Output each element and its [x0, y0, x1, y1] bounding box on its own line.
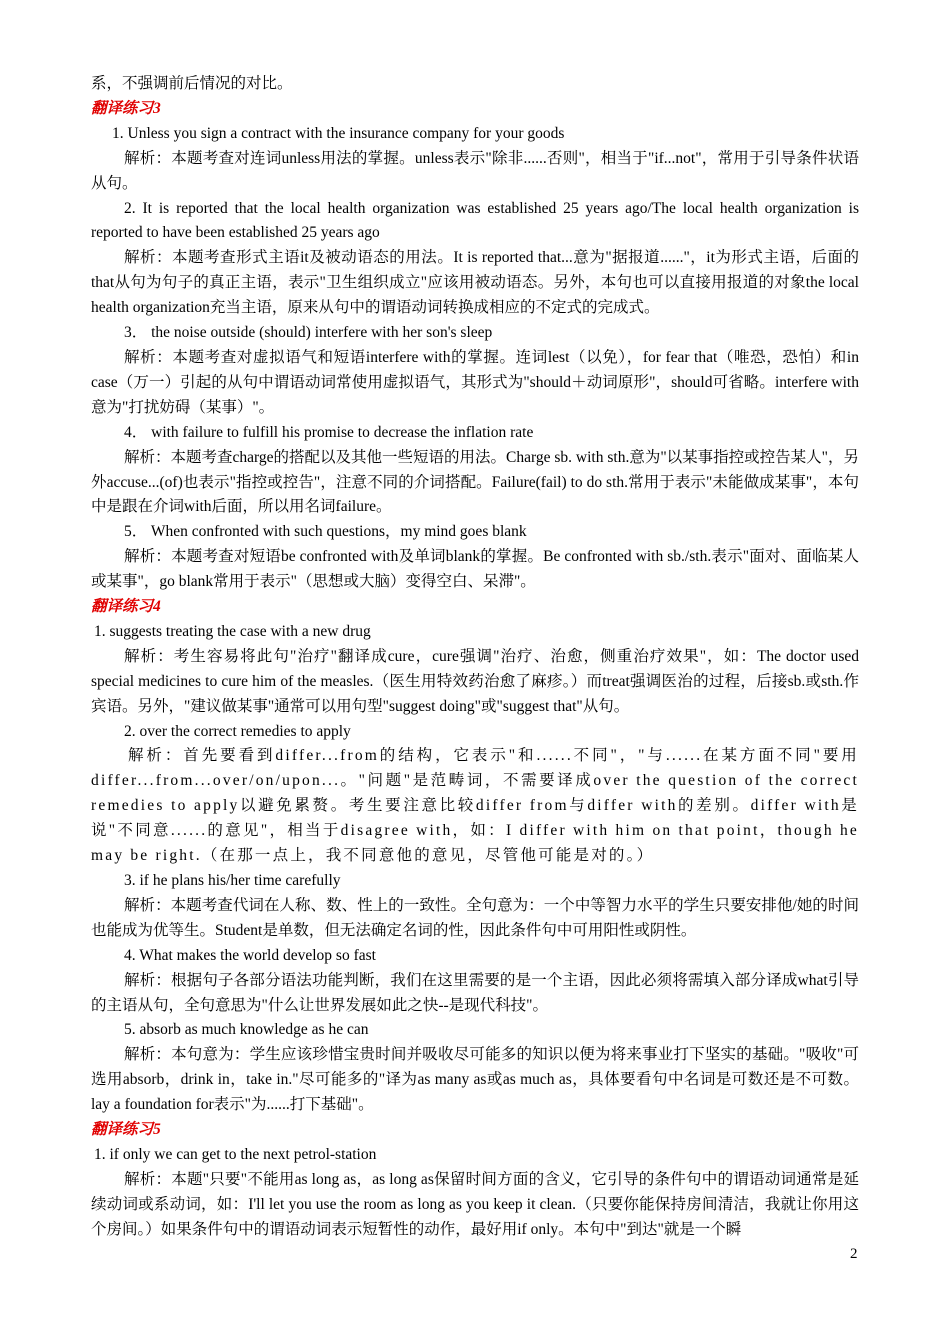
- paragraph: 解析：本题考查charge的搭配以及其他一些短语的用法。Charge sb. with sth.意为"以某事指控或控告某人"，另外accuse...(of)也表示"指控或控告"，注意不同的介词搭配。Failure(fail) to do sth.常用于表示"未能做成某事"，本句中是跟在介词with后面，所以用名词failure。: [91, 448, 859, 516]
- paragraph: 解析：本题"只要"不能用as long as，as long as保留时间方面的含义，它引导的条件句中的谓语动词通常是延续动词或系动词，如：I'll let you use the room as long as you keep it clean.（只要你能保持房间清洁，我就让你用这个房间。）如果条件句中的谓语动词表示短暂性的动作，最好用if only。本句中"到达"就是一个瞬: [91, 1170, 859, 1238]
- paragraph: 1. Unless you sign a contract with the insurance company for your goods: [112, 124, 565, 142]
- paragraph: 1. if only we can get to the next petrol-station: [94, 1145, 377, 1163]
- section-heading: 翻译练习3: [91, 99, 161, 117]
- paragraph: 系，不强调前后情况的对比。: [91, 75, 293, 92]
- paragraph: 1. suggests treating the case with a new drug: [94, 622, 371, 640]
- paragraph: 5. absorb as much knowledge as he can: [124, 1021, 369, 1039]
- paragraph: 4. What makes the world develop so fast: [124, 946, 376, 964]
- paragraph: 3． the noise outside (should) interfere with her son's sleep: [124, 324, 493, 342]
- paragraph: 解析：考生容易将此句"治疗"翻译成cure，cure强调"治疗、治愈，侧重治疗效果"，如：The doctor used special medicines to cure him of the measles.（医生用特效药治愈了麻疹。）而treat强调医治的过程，后接sb.或sth.作宾语。另外，"建议做某事"通常可以用句型"suggest doing"或"suggest that"从句。: [91, 647, 859, 715]
- paragraph: 解析：首先要看到differ...from的结构，它表示"和......不同"，"与......在某方面不同"要用differ...from...over/on/upon...。"问题"是范畴词，不需要译成over the question of the correct remedies to apply以避免累赘。考生要注意比较differ from与differ with的差别。differ with是说"不同意......的意见"，相当于disagree with，如：I differ with him on that point，though he may be right.（在那一点上，我不同意他的意见，尽管他可能是对的。）: [91, 747, 859, 865]
- paragraph: 解析：本题考查对连词unless用法的掌握。unless表示"除非......否则"，相当于"if...not"，常用于引导条件状语从句。: [91, 149, 859, 192]
- section-heading: 翻译练习5: [91, 1121, 161, 1139]
- paragraph: 3. if he plans his/her time carefully: [124, 872, 341, 889]
- paragraph: 解析：本题考查形式主语it及被动语态的用法。It is reported that...意为"据报道......"，it为形式主语，后面的that从句为句子的真正主语，表示"卫生组织成立"应该用被动语态。另外，本句也可以直接用报道的对象the local health organization充当主语，原来从句中的谓语动词转换成相应的不定式的完成式。: [91, 249, 859, 317]
- paragraph: 解析：本题考查代词在人称、数、性上的一致性。全句意为：一个中等智力水平的学生只要安排他/她的时间也能成为优等生。Student是单数，但无法确定名词的性，因此条件句中可用阳性或阴性。: [91, 896, 859, 939]
- document-body: [91, 72, 859, 1243]
- page-number: 2: [850, 1246, 858, 1262]
- section-heading: 翻译练习4: [91, 598, 161, 616]
- paragraph: 解析：本句意为：学生应该珍惜宝贵时间并吸收尽可能多的知识以便为将来事业打下坚实的基础。"吸收"可选用absorb，drink in，take in."尽可能多的"译为as many as或as much as，具体要看句中名词是可数还是不可数。lay a foundation for表示"为......打下基础"。: [91, 1046, 859, 1114]
- paragraph: 解析：根据句子各部分语法功能判断，我们在这里需要的是一个主语，因此必须将需填入部分译成what引导的主语从句，全句意思为"什么让世界发展如此之快--是现代科技"。: [91, 971, 859, 1014]
- paragraph: 解析：本题考查对虚拟语气和短语interfere with的掌握。连词lest（以免），for fear that（唯恐，恐怕）和in case（万一）引起的从句中谓语动词常使用虚拟语气，其形式为"should＋动词原形"，should可省略。interfere with意为"打扰妨碍（某事）"。: [91, 348, 859, 416]
- paragraph: 5． When confronted with such questions，my mind goes blank: [124, 523, 527, 541]
- paragraph: 4． with failure to fulfill his promise to decrease the inflation rate: [124, 423, 534, 441]
- paragraph: 2. It is reported that the local health organization was established 25 years ago/The local health organization is reported to have been established 25 years ago: [91, 199, 859, 242]
- paragraph: 解析：本题考查对短语be confronted with及单词blank的掌握。Be confronted with sb./sth.表示"面对、面临某人或某事"，go blank常用于表示"（思想或大脑）变得空白、呆滞"。: [91, 548, 859, 591]
- paragraph: 2. over the correct remedies to apply: [124, 722, 351, 740]
